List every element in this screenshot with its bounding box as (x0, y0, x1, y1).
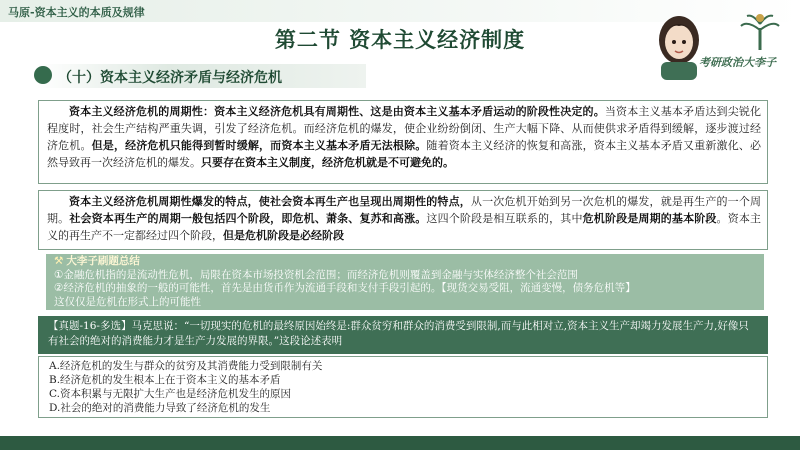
cycle-sentence-4: 随着资本主义经济的恢复和高涨，资本主义基本矛盾又重新激化、必然导致再一次经济危机的爆发。 (47, 139, 762, 169)
cycle-sentence-2: 当资本主义基本矛盾达到尖锐化程度时，社会生产结构严重失调，引发了经济危机。而经济危机的爆发，使企业纷纷倒闭、生产大幅下降、从而使供求矛盾得到缓解，逐步渡过经济危机。 (47, 105, 762, 152)
heading-dot-icon (34, 66, 52, 84)
logo-text: 考研政治大李子 (699, 56, 776, 69)
cycle-sentence-1: 资本主义经济危机具有周期性、这是由资本主义基本矛盾运动的阶段性决定的。 (214, 105, 605, 118)
reproduction-paragraph-box (38, 190, 768, 250)
tip-summary-box (46, 254, 764, 310)
exam-question: 【真题-16-多选】马克思说：“一切现实的危机的最终原因始终是:群众贫穷和群众的消费受到限制,而与此相对立,资本主义生产却竭力发展生产力,好像只有社会的绝对的消费能力才是生产力发展的界限。”这段论述表明 (38, 316, 768, 354)
bottom-band (0, 436, 800, 450)
tip-title: 大李子刷题总结 (66, 255, 140, 267)
hammer-icon: ⚒ (54, 255, 64, 267)
section-heading-text: （十）资本主义经济矛盾与经济危机 (58, 70, 282, 86)
option-a[interactable]: A.经济危机的发生与群众的贫穷及其消费能力受到限制有关 (49, 360, 323, 372)
option-d[interactable]: D.社会的绝对的消费能力导致了经济危机的发生 (49, 402, 271, 414)
repro-sentence-5: 危机阶段是周期的基本阶段 (582, 212, 717, 225)
tip-line-1: ①金融危机指的是流动性危机，局限在资本市场投资机会范围；而经济危机则覆盖到金融与实体经济整个社会范围 (54, 268, 578, 281)
cycle-paragraph (47, 103, 761, 171)
cycle-sentence-5: 只要存在资本主义制度，经济危机就是不可避免的。 (201, 156, 454, 169)
cycle-label: 资本主义经济危机的周期性： (69, 105, 215, 118)
option-b[interactable]: B.经济危机的发生根本上在于资本主义的基本矛盾 (49, 374, 281, 386)
cycle-paragraph-box (38, 100, 768, 184)
repro-sentence-6: 。资本主义的再生产不一定都经过四个阶段， (47, 212, 762, 242)
tree-icon (735, 10, 785, 54)
answer-options (38, 356, 768, 418)
breadcrumb: 马原-资本主义的本质及规律 (8, 6, 145, 19)
cycle-sentence-3: 但是，经济危机只能得到暂时缓解，而资本主义基本矛盾无法根除。 (91, 139, 427, 152)
tip-line-2: ②经济危机的抽象的一般的可能性，首先是由货币作为流通手段和支付手段引起的。【现货交易受阻，流通变慢，债务危机等】 (54, 282, 636, 294)
tip-line-3: 这仅仅是危机在形式上的可能性 (54, 295, 201, 308)
repro-sentence-4: 这四个阶段是相互联系的，其中 (426, 212, 583, 225)
reproduction-paragraph (47, 193, 761, 244)
repro-sentence-7: 但是危机阶段是必经阶段 (223, 229, 344, 242)
repro-sentence-1: 资本主义经济危机周期性爆发的特点，使社会资本再生产也呈现出周期性的特点， (69, 195, 471, 208)
repro-sentence-3: 社会资本再生产的周期一般包括四个阶段，即危机、萧条、复苏和高涨。 (69, 212, 427, 225)
section-heading (36, 64, 366, 88)
logo (655, 10, 795, 80)
repro-sentence-2: 从一次危机开始到另一次危机的爆发，就是再生产的一个周期。 (47, 195, 762, 225)
page-title: 第二节 资本主义经济制度 (274, 28, 526, 52)
option-c[interactable]: C.资本积累与无限扩大生产也是经济危机发生的原因 (49, 388, 291, 400)
